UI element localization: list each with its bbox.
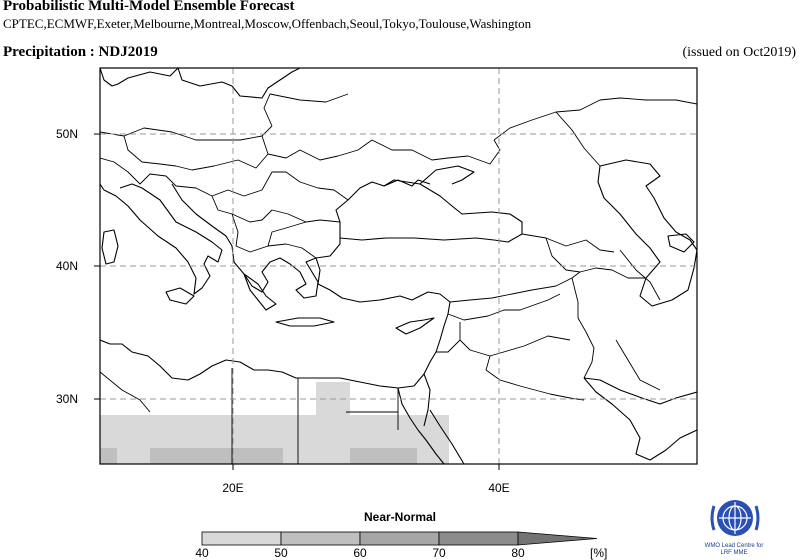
border: [100, 158, 176, 186]
turkey-coast: [316, 258, 450, 326]
lat-label-40n: 40N: [56, 259, 79, 273]
caspian-coast: [598, 160, 697, 306]
black-sea-coast: [336, 180, 522, 242]
legend-swatch: [281, 532, 360, 545]
border: [212, 196, 340, 222]
lat-label-50n: 50N: [56, 127, 79, 141]
border: [448, 294, 560, 320]
border: [522, 234, 614, 252]
legend-swatch: [439, 532, 518, 545]
legend-colorbar: [202, 532, 597, 545]
lon-label-20e: 20E: [222, 481, 244, 495]
sardinia-coast: [102, 230, 118, 264]
legend-swatch: [202, 532, 281, 545]
legend-tick-label: 70: [432, 546, 446, 560]
italy-coast: [100, 184, 222, 294]
crete-coast: [276, 318, 334, 326]
variable-title: Precipitation : NDJ2019: [3, 44, 158, 60]
border: [264, 94, 348, 126]
iran-coast: [584, 378, 697, 404]
border: [100, 372, 150, 412]
border: [176, 172, 348, 200]
legend-title: Near-Normal: [363, 510, 437, 524]
border: [486, 356, 584, 400]
baltic-coast: [178, 68, 300, 98]
adriatic-coast: [172, 184, 340, 298]
legend-tick-label: 60: [353, 546, 367, 560]
legend-tick-labels: [195, 546, 525, 560]
shade-50-60: [350, 448, 417, 464]
lat-label-30n: 30N: [56, 392, 79, 406]
legend-tick-label: 40: [195, 546, 209, 560]
lon-label-40e: 40E: [488, 481, 510, 495]
border: [124, 136, 268, 170]
border: [262, 136, 500, 164]
logo-caption: WMO Lead Centre for LRF MME: [704, 543, 764, 556]
coastlines: [100, 68, 697, 464]
cyprus-coast: [396, 318, 434, 334]
legend-swatch: [360, 532, 439, 545]
legend-tick-label: 80: [511, 546, 525, 560]
legend-tick-label: 50: [274, 546, 288, 560]
peloponnese: [244, 274, 276, 310]
border: [460, 322, 570, 356]
border: [556, 112, 600, 166]
borders: [100, 94, 697, 464]
border: [620, 250, 660, 300]
scandinavia-coast: [100, 68, 178, 86]
border: [268, 222, 306, 246]
shade-50-60: [150, 448, 283, 464]
legend-swatch: [518, 532, 597, 545]
north-africa-coast: [100, 340, 424, 388]
page-title: Probabilistic Multi-Model Ensemble Forecast: [3, 0, 295, 14]
legend-unit: [%]: [590, 546, 608, 560]
border: [100, 126, 272, 140]
sicily-coast: [166, 288, 194, 304]
model-list: CPTEC,ECMWF,Exeter,Melbourne,Montreal,Moscow,Offenbach,Seoul,Tokyo,Toulouse,Washington: [3, 16, 532, 31]
border: [450, 272, 580, 302]
kara-bogaz: [668, 234, 694, 252]
shade-50-60: [100, 448, 117, 464]
probability-shading: [100, 382, 449, 464]
persian-gulf: [584, 378, 697, 460]
issued-date: (issued on Oct2019): [682, 45, 796, 60]
border: [616, 340, 660, 390]
border: [572, 278, 594, 378]
levant-coast: [424, 326, 444, 374]
azov-coast: [420, 166, 474, 184]
